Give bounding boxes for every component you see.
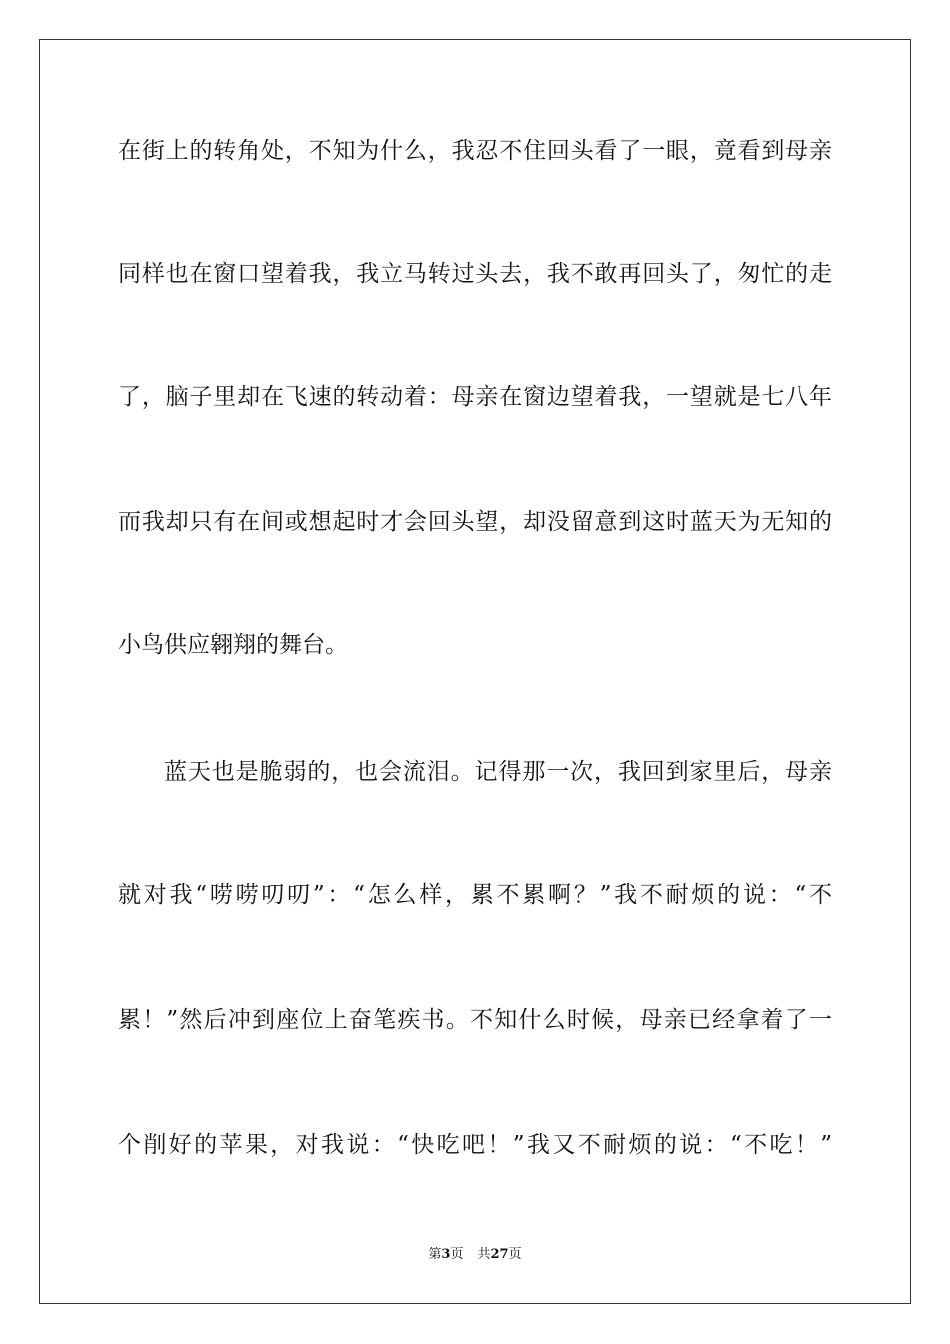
body-line-2: 同样也在窗口望着我，我立马转过头去，我不敢再回头了，匆忙的走: [118, 261, 832, 287]
total-suffix: 页: [508, 1247, 522, 1262]
page-suffix: 页: [450, 1247, 464, 1262]
page-number: 3: [441, 1247, 451, 1262]
body-line-1: 在街上的转角处，不知为什么，我忍不住回头看了一眼，竟看到母亲: [118, 138, 832, 164]
body-line-6: 蓝天也是脆弱的，也会流泪。记得那一次，我回到家里后，母亲: [164, 759, 832, 785]
body-line-8: 累！”然后冲到座位上奋笔疾书。不知什么时候，母亲已经拿着了一: [118, 1007, 832, 1033]
body-line-4: 而我却只有在间或想起时才会回头望，却没留意到这时蓝天为无知的: [118, 509, 832, 535]
total-pages: 27: [490, 1247, 509, 1262]
body-line-7: 就对我“唠唠叨叨”：“怎么样，累不累啊？”我不耐烦的说：“不: [118, 882, 832, 908]
page-prefix: 第: [428, 1247, 442, 1262]
page-border: [39, 39, 911, 1304]
body-line-5: 小鸟供应翱翔的舞台。: [118, 632, 348, 658]
total-prefix: 共: [477, 1247, 491, 1262]
body-line-3: 了，脑子里却在飞速的转动着：母亲在窗边望着我，一望就是七八年: [118, 384, 832, 410]
body-line-9: 个削好的苹果，对我说：“快吃吧！”我又不耐烦的说：“不吃！”: [118, 1132, 832, 1158]
page-footer: [0, 1246, 950, 1264]
